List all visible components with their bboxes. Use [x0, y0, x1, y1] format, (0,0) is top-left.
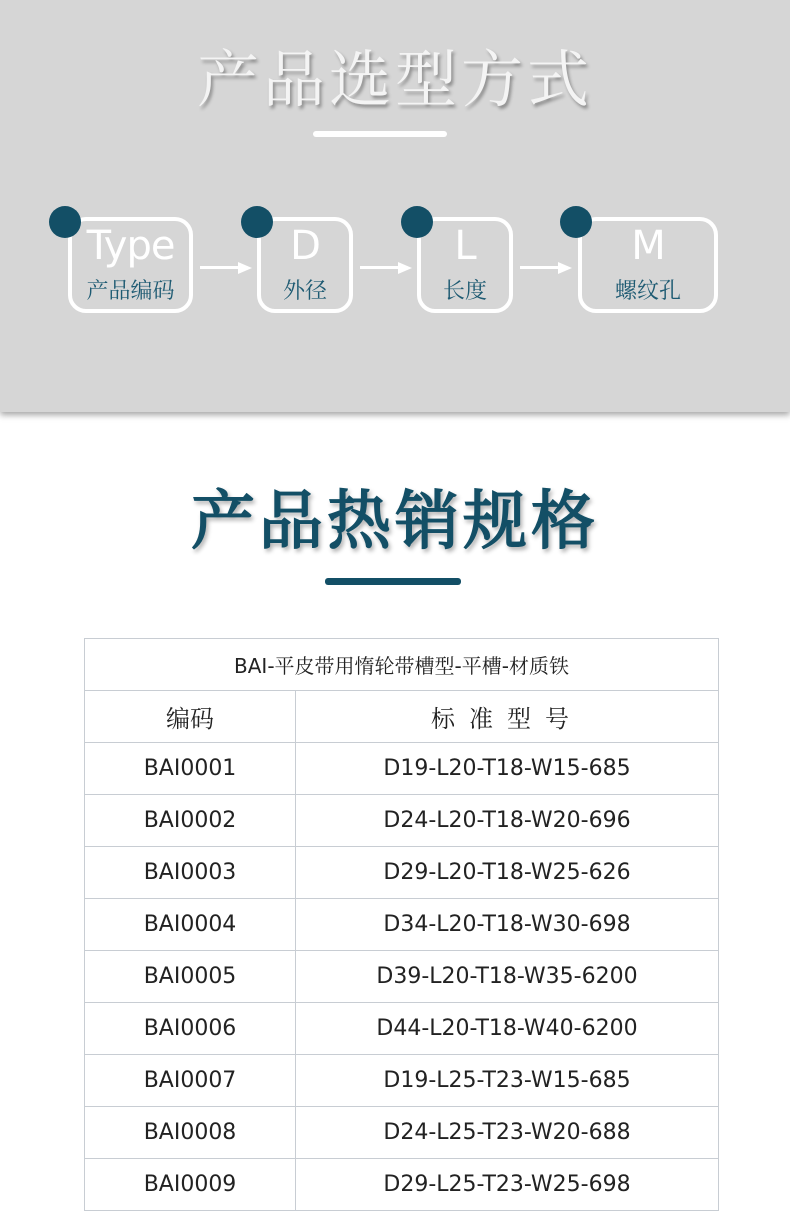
table-row	[85, 1003, 719, 1055]
hot-specs-underline	[325, 578, 461, 585]
step-m-dot	[560, 206, 592, 238]
table-caption: BAI-平皮带用惰轮带槽型-平槽-材质铁	[85, 639, 719, 691]
cell-code: BAI0007	[85, 1055, 296, 1107]
spec-table	[84, 638, 719, 1211]
table-caption-row	[85, 639, 719, 691]
table-row	[85, 847, 719, 899]
cell-model: D19-L20-T18-W15-685	[296, 743, 719, 795]
cell-code: BAI0009	[85, 1159, 296, 1211]
cell-model: D44-L20-T18-W40-6200	[296, 1003, 719, 1055]
cell-code: BAI0001	[85, 743, 296, 795]
cell-model: D39-L20-T18-W35-6200	[296, 951, 719, 1003]
table-header-row	[85, 691, 719, 743]
step-type-dot	[49, 206, 81, 238]
arrow-right-icon	[520, 262, 572, 274]
step-l-label: 长度	[442, 279, 487, 304]
cell-code: BAI0002	[85, 795, 296, 847]
cell-code: BAI0003	[85, 847, 296, 899]
step-m-code: M	[631, 223, 665, 269]
step-l-code: L	[454, 223, 476, 269]
table-row	[85, 1055, 719, 1107]
step-d-label: 外径	[282, 279, 327, 304]
step-m-label: 螺纹孔	[614, 279, 681, 304]
arrow-right-icon	[360, 262, 412, 274]
step-l-dot	[401, 206, 433, 238]
step-m-box	[578, 217, 718, 313]
selection-method-title: 产品选型方式	[196, 43, 593, 116]
cell-model: D24-L25-T23-W20-688	[296, 1107, 719, 1159]
cell-code: BAI0008	[85, 1107, 296, 1159]
arrow-right-icon	[200, 262, 252, 274]
cell-code: BAI0006	[85, 1003, 296, 1055]
step-d-code: D	[290, 223, 320, 269]
cell-model: D34-L20-T18-W30-698	[296, 899, 719, 951]
step-type-label: 产品编码	[86, 279, 175, 304]
cell-model: D19-L25-T23-W15-685	[296, 1055, 719, 1107]
table-row	[85, 1159, 719, 1211]
table-row	[85, 951, 719, 1003]
table-row	[85, 743, 719, 795]
table-row	[85, 899, 719, 951]
table-row	[85, 795, 719, 847]
cell-model: D29-L20-T18-W25-626	[296, 847, 719, 899]
cell-model: D24-L20-T18-W20-696	[296, 795, 719, 847]
selection-method-panel	[0, 0, 790, 412]
title-underline	[313, 131, 447, 137]
step-type-box	[68, 217, 193, 313]
hot-specs-title: 产品热销规格	[191, 485, 599, 559]
cell-model: D29-L25-T23-W25-698	[296, 1159, 719, 1211]
header-code: 编码	[85, 691, 296, 743]
cell-code: BAI0005	[85, 951, 296, 1003]
table-row	[85, 1107, 719, 1159]
step-d-box	[257, 217, 353, 313]
step-l-box	[417, 217, 513, 313]
step-type-code: Type	[86, 223, 175, 269]
step-d-dot	[241, 206, 273, 238]
cell-code: BAI0004	[85, 899, 296, 951]
header-model: 标准型号	[296, 691, 719, 743]
